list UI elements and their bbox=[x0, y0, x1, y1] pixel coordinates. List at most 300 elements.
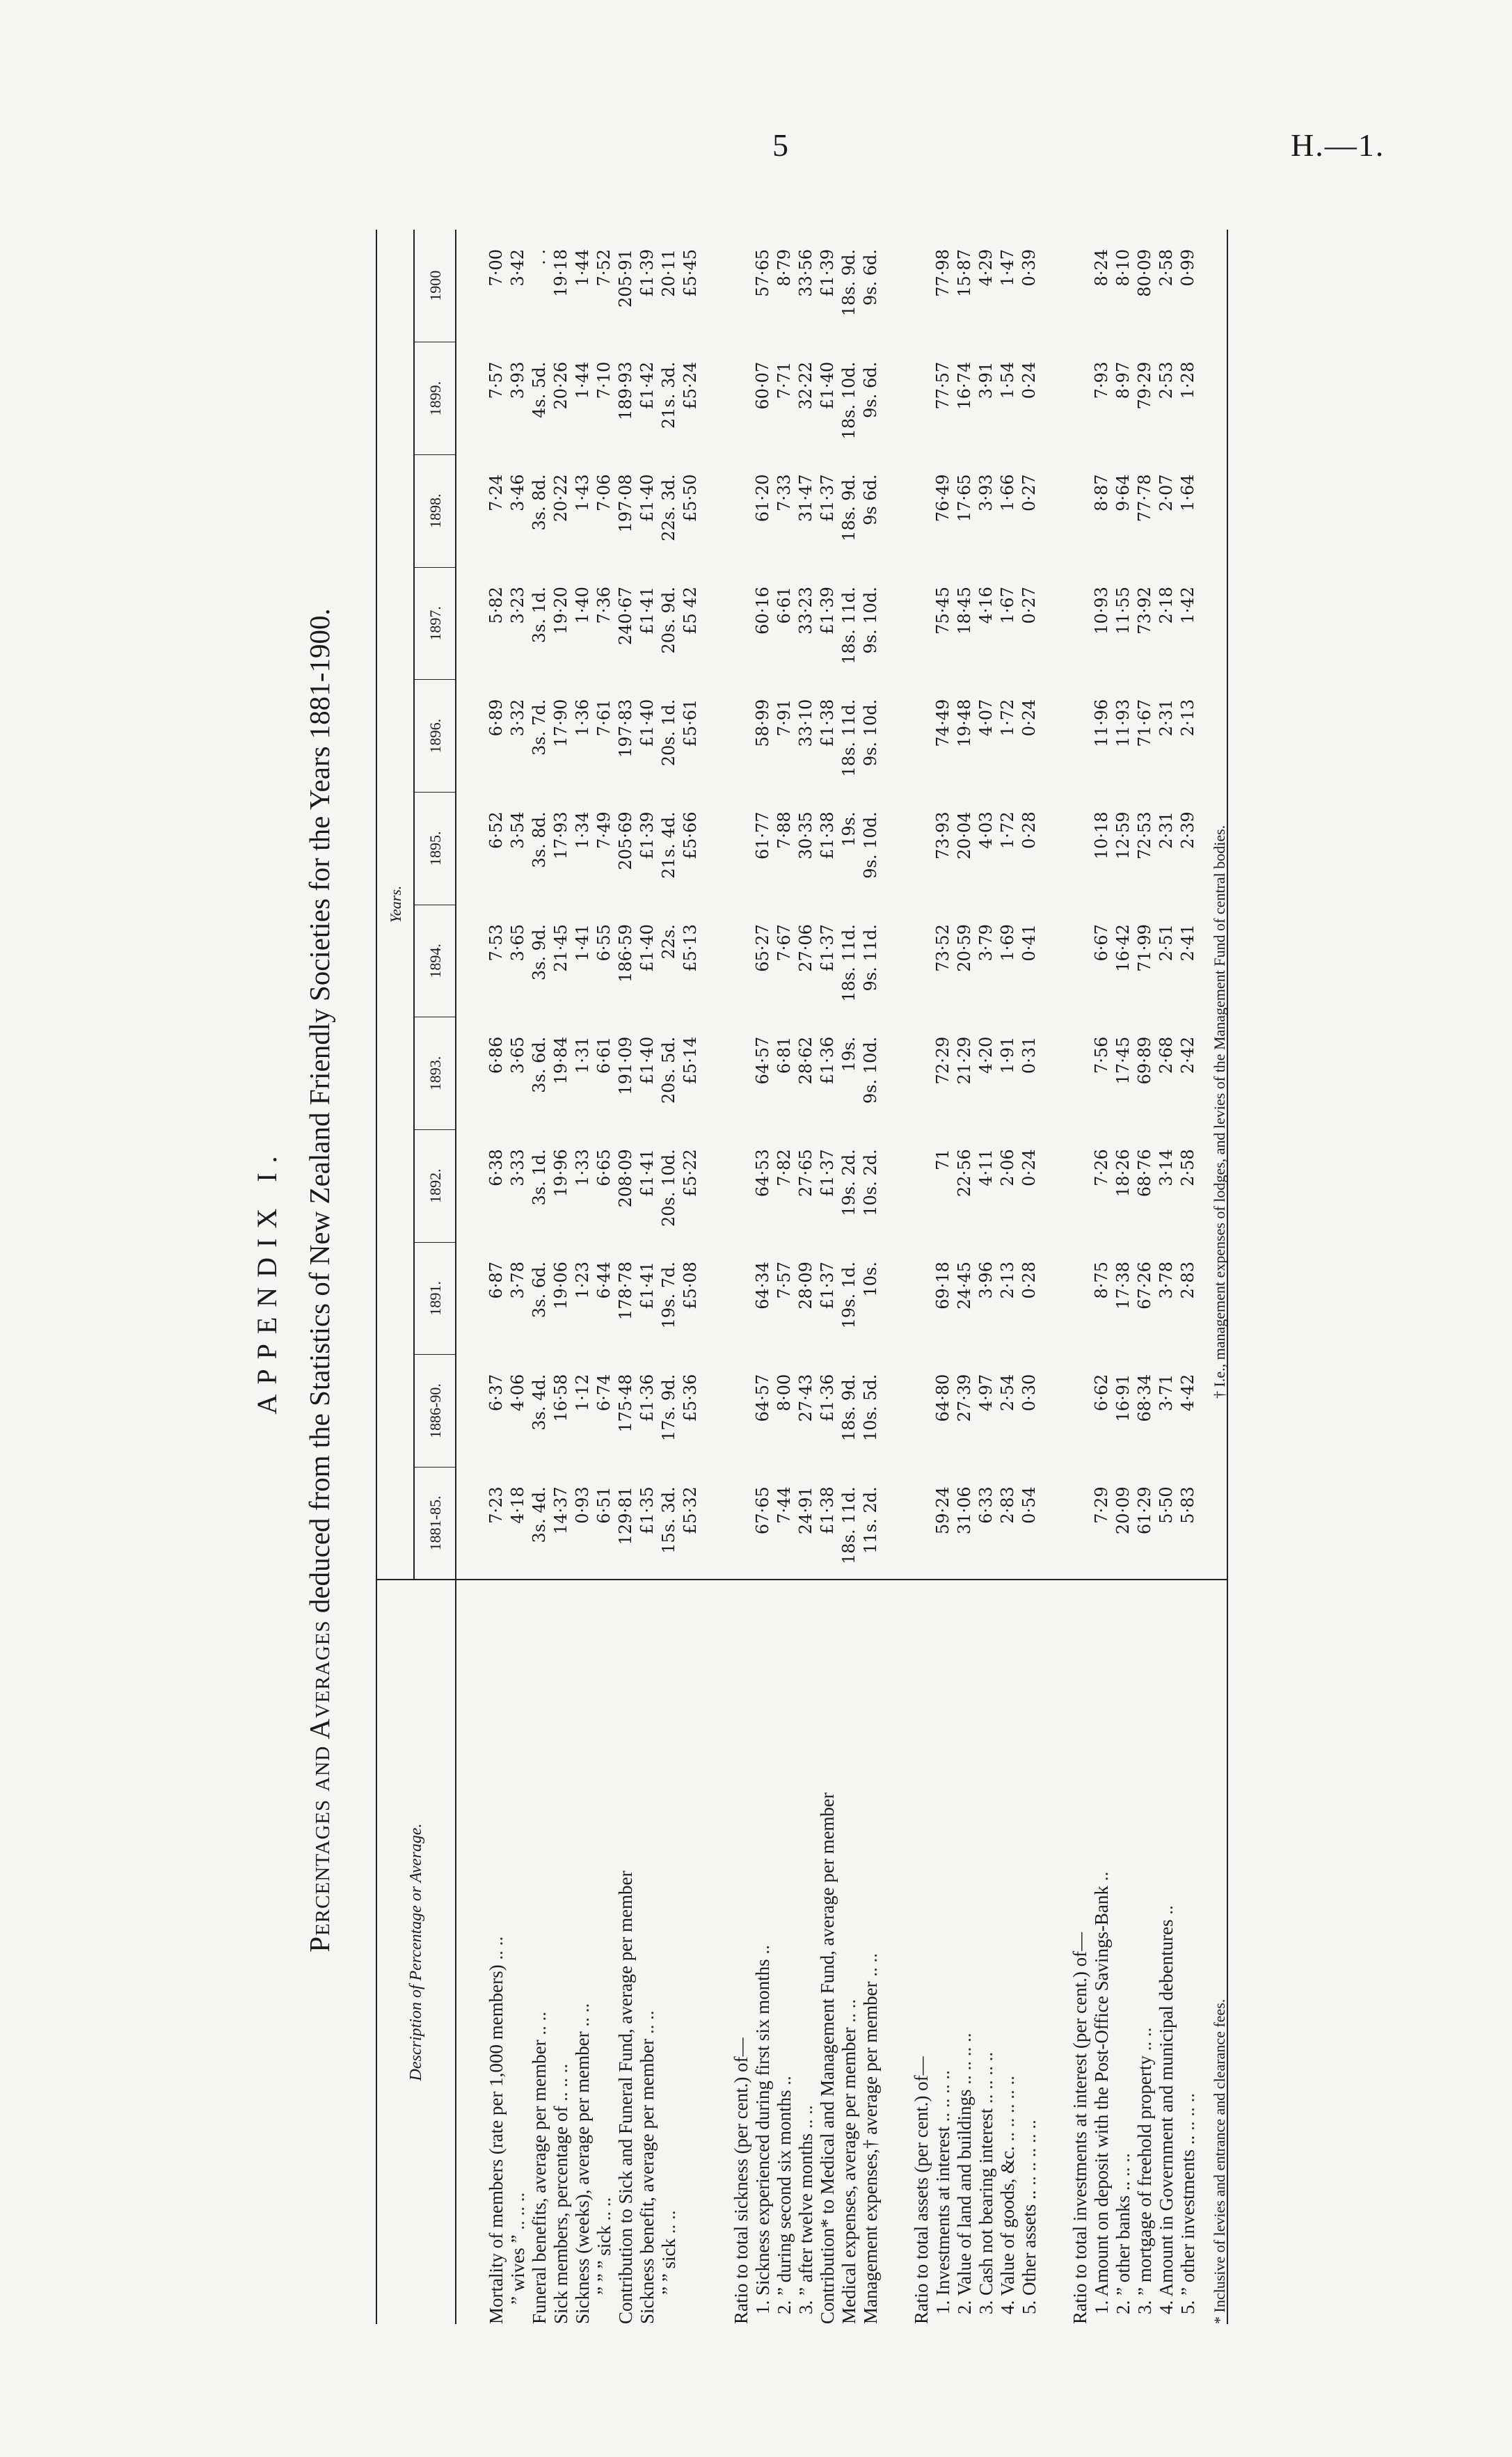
value-cell: 7·24 bbox=[486, 474, 506, 511]
row-label: 2. ” during second six months bbox=[774, 2090, 795, 2314]
spacer-cell bbox=[701, 680, 731, 793]
value-cell: 3s. 9d. bbox=[530, 924, 549, 981]
spacer-cell bbox=[1199, 567, 1227, 680]
value-cell: £1·38 bbox=[818, 699, 837, 747]
value-cell: 3·78 bbox=[1156, 1262, 1176, 1299]
row-label: Sickness benefit, average per member bbox=[637, 2038, 658, 2324]
value-cell: 2·13 bbox=[1178, 699, 1197, 737]
value-cell: 11·96 bbox=[1092, 699, 1111, 747]
value-cell: 61·77 bbox=[753, 811, 772, 860]
value-cell: 1·47 bbox=[998, 249, 1017, 287]
spacer-cell bbox=[701, 1017, 731, 1130]
value-cell: 1·67 bbox=[998, 587, 1017, 624]
row-label: 5. ” other investments .. bbox=[1177, 2135, 1198, 2314]
value-cell: 5·50 bbox=[1156, 1486, 1176, 1524]
value-cell: £5·50 bbox=[681, 474, 700, 523]
value-cell: 4·11 bbox=[976, 1149, 996, 1186]
spacer-cell bbox=[882, 1242, 911, 1355]
year-header-cell: 1886-90. bbox=[414, 1355, 456, 1468]
value-cell: 1·43 bbox=[573, 474, 592, 511]
value-cell: . . bbox=[530, 249, 549, 265]
value-cell: 0·24 bbox=[1019, 361, 1039, 399]
value-cell: £5·61 bbox=[681, 699, 700, 747]
value-cell: 7·36 bbox=[594, 587, 614, 624]
row-label: 2. ” other banks .. bbox=[1113, 2181, 1133, 2314]
value-cell: 129·81 bbox=[616, 1486, 635, 1545]
page-number: 5 bbox=[772, 127, 788, 163]
value-cell: 0·54 bbox=[1019, 1486, 1039, 1524]
spacer-cell bbox=[1040, 454, 1069, 567]
table-row bbox=[817, 230, 838, 2324]
row-label: Mortality of members (rate per 1,000 members) bbox=[486, 1964, 507, 2324]
value-cell: 22·56 bbox=[955, 1149, 974, 1198]
value-cell: 3s. 4d. bbox=[530, 1486, 549, 1543]
value-cell bbox=[911, 680, 932, 793]
value-cell: 2·39 bbox=[1178, 811, 1197, 849]
value-cell bbox=[731, 342, 752, 455]
row-description bbox=[507, 1580, 529, 2324]
spacer-cell bbox=[701, 230, 731, 342]
value-cell: 15·87 bbox=[955, 249, 974, 297]
value-cell: 79·29 bbox=[1135, 361, 1154, 410]
spacer-cell bbox=[882, 680, 911, 793]
value-cell: £1·35 bbox=[637, 1486, 657, 1535]
value-cell: 19s. bbox=[839, 1036, 859, 1072]
value-cell bbox=[1069, 905, 1091, 1017]
value-cell: 1·69 bbox=[998, 924, 1017, 962]
row-label: 4. Amount in Government and municipal debentures bbox=[1156, 1919, 1177, 2314]
value-cell: 8·00 bbox=[774, 1374, 794, 1412]
value-cell: £1·36 bbox=[637, 1374, 657, 1422]
value-cell: 6·89 bbox=[486, 699, 506, 737]
value-cell: 9s. 10d. bbox=[861, 1036, 880, 1104]
row-label: Funeral benefits, average per member bbox=[529, 2039, 550, 2324]
value-cell: 2·83 bbox=[998, 1486, 1017, 1524]
spacer-cell bbox=[456, 680, 486, 793]
leader-dots: .. .. bbox=[838, 1998, 859, 2028]
row-label: Sickness (weeks), average per member bbox=[572, 2031, 593, 2324]
leader-dots: .. .. bbox=[572, 2003, 593, 2032]
value-cell: £1·40 bbox=[637, 474, 657, 523]
spacer-cell bbox=[882, 230, 911, 342]
value-cell: £1·40 bbox=[637, 924, 657, 972]
value-cell: 3s. 7d. bbox=[530, 699, 549, 756]
value-cell: £1·37 bbox=[818, 474, 837, 523]
value-cell: 15s. 3d. bbox=[659, 1486, 678, 1554]
statistics-table bbox=[376, 230, 1228, 2324]
value-cell: 3·14 bbox=[1156, 1149, 1176, 1186]
value-cell: 11·93 bbox=[1113, 699, 1133, 747]
value-cell: 4·20 bbox=[976, 1036, 996, 1074]
year-header-cell: 1891. bbox=[414, 1242, 456, 1355]
value-cell: 9s. 10d. bbox=[861, 811, 880, 879]
value-cell: 9s. 11d. bbox=[861, 924, 880, 992]
value-cell: 69·89 bbox=[1135, 1036, 1154, 1085]
value-cell bbox=[1069, 1467, 1091, 1580]
table-row bbox=[997, 230, 1019, 2324]
value-cell: 6·61 bbox=[774, 587, 794, 624]
value-cell: 0·31 bbox=[1019, 1036, 1039, 1074]
value-cell: 18·45 bbox=[955, 587, 974, 635]
value-cell: 27·06 bbox=[796, 924, 815, 972]
spacer-cell bbox=[701, 792, 731, 905]
value-cell: 64·57 bbox=[753, 1374, 772, 1422]
value-cell: 28·09 bbox=[796, 1262, 815, 1310]
value-cell: 3·42 bbox=[508, 249, 527, 287]
spacer-cell bbox=[456, 1355, 486, 1468]
value-cell: 7·44 bbox=[774, 1486, 794, 1524]
table-row bbox=[572, 230, 594, 2324]
value-cell: 16·58 bbox=[551, 1374, 571, 1422]
row-description bbox=[752, 1580, 774, 2324]
leader-dots: .. .. .. .. .. bbox=[997, 2076, 1018, 2147]
value-cell: £5·32 bbox=[681, 1486, 700, 1535]
row-label: 4. Value of goods, &c. bbox=[997, 2146, 1018, 2314]
value-cell: 20·04 bbox=[955, 811, 974, 860]
value-cell: 0·27 bbox=[1019, 474, 1039, 511]
value-cell: £5·24 bbox=[681, 361, 700, 410]
value-cell: £5 42 bbox=[681, 587, 700, 635]
value-cell: 60·07 bbox=[753, 361, 772, 410]
leader-dots: .. .. bbox=[1134, 2027, 1155, 2056]
rotated-table-sheet bbox=[139, 188, 1322, 2373]
value-cell: 7·93 bbox=[1092, 361, 1111, 399]
group-spacer bbox=[701, 230, 731, 2324]
value-cell: 64·57 bbox=[753, 1036, 772, 1085]
table-title-rest: deduced from the Statistics of New Zealand Friendly Societies for the Years 1881-1900. bbox=[303, 608, 335, 1614]
value-cell: 18s. 11d. bbox=[839, 1486, 859, 1564]
table-row bbox=[795, 230, 817, 2324]
value-cell: £1·41 bbox=[637, 1262, 657, 1310]
value-cell bbox=[1069, 567, 1091, 680]
value-cell: 33·23 bbox=[796, 587, 815, 635]
value-cell: 64·80 bbox=[933, 1374, 953, 1422]
value-cell: 8·24 bbox=[1092, 249, 1111, 287]
value-cell bbox=[1069, 1355, 1091, 1468]
value-cell: £1·39 bbox=[637, 249, 657, 297]
value-cell: 28·62 bbox=[796, 1036, 815, 1085]
value-cell: 11s. 2d. bbox=[861, 1486, 880, 1554]
row-description bbox=[997, 1580, 1019, 2324]
value-cell: 33·56 bbox=[796, 249, 815, 297]
value-cell: 18s. 9d. bbox=[839, 249, 859, 317]
value-cell: 8·87 bbox=[1092, 474, 1111, 511]
value-cell: £1·38 bbox=[818, 811, 837, 860]
value-cell: 6·87 bbox=[486, 1262, 506, 1299]
value-cell: 3·93 bbox=[508, 361, 527, 399]
row-description bbox=[731, 1580, 752, 2324]
spacer-cell bbox=[1040, 1129, 1069, 1242]
table-row bbox=[774, 230, 795, 2324]
row-description bbox=[932, 1580, 954, 2324]
row-label: 3. ” after twelve months bbox=[795, 2133, 816, 2314]
value-cell: 7·57 bbox=[774, 1262, 794, 1299]
value-cell: £5·36 bbox=[681, 1374, 700, 1422]
value-cell: 0·99 bbox=[1178, 249, 1197, 287]
row-label: Contribution* to Medical and Management Fund, average per member bbox=[817, 1792, 838, 2324]
value-cell: 18s. 10d. bbox=[839, 361, 859, 440]
spacer-cell bbox=[882, 1129, 911, 1242]
value-cell: 71·67 bbox=[1135, 699, 1154, 747]
leader-dots: .. .. bbox=[486, 1936, 507, 1965]
value-cell: 20·26 bbox=[551, 361, 571, 410]
value-cell: 69·18 bbox=[933, 1262, 953, 1310]
value-cell: 1·42 bbox=[1178, 587, 1197, 624]
value-cell: 2·58 bbox=[1178, 1149, 1197, 1186]
value-cell: 73·93 bbox=[933, 811, 953, 860]
value-cell: £1·37 bbox=[818, 1149, 837, 1198]
value-cell: 205·69 bbox=[616, 811, 635, 870]
value-cell bbox=[1069, 1242, 1091, 1355]
value-cell: £1·37 bbox=[818, 924, 837, 972]
row-label: ” wives ” bbox=[507, 2234, 528, 2305]
leader-dots: .. .. .. .. bbox=[932, 2070, 953, 2127]
value-cell: 186·59 bbox=[616, 924, 635, 983]
value-cell: 6·37 bbox=[486, 1374, 506, 1412]
value-cell: 178·78 bbox=[616, 1262, 635, 1321]
spacer-cell bbox=[1040, 567, 1069, 680]
value-cell: 20·09 bbox=[1113, 1486, 1133, 1535]
value-cell: 6·61 bbox=[594, 1036, 614, 1074]
value-cell: 0·28 bbox=[1019, 811, 1039, 849]
value-cell: 4·06 bbox=[508, 1374, 527, 1412]
value-cell bbox=[1069, 230, 1091, 342]
value-cell: 22s. bbox=[659, 924, 678, 960]
row-label: Ratio to total assets (per cent.) of— bbox=[911, 2056, 932, 2324]
value-cell: 6·51 bbox=[594, 1486, 614, 1524]
group-spacer bbox=[456, 230, 486, 2324]
spacer-cell bbox=[456, 230, 486, 342]
value-cell bbox=[731, 454, 752, 567]
spacer-cell bbox=[701, 342, 731, 455]
table-row bbox=[932, 230, 954, 2324]
value-cell: £1·39 bbox=[818, 249, 837, 297]
value-cell: 22s. 3d. bbox=[659, 474, 678, 541]
value-cell: 2·53 bbox=[1156, 361, 1176, 399]
value-cell: 59·24 bbox=[933, 1486, 953, 1535]
row-label: 2. Value of land and buildings bbox=[954, 2089, 975, 2314]
row-description bbox=[1113, 1580, 1134, 2324]
value-cell bbox=[1069, 454, 1091, 567]
table-row bbox=[1177, 230, 1199, 2324]
value-cell: 4·18 bbox=[508, 1486, 527, 1524]
value-cell: 191·09 bbox=[616, 1036, 635, 1095]
row-description bbox=[572, 1580, 594, 2324]
value-cell: 7·49 bbox=[594, 811, 614, 849]
value-cell: 1·44 bbox=[573, 249, 592, 287]
spacer-cell bbox=[882, 1580, 911, 2324]
appendix-heading: APPENDIX I. bbox=[251, 1146, 282, 1415]
row-description bbox=[860, 1580, 882, 2324]
value-cell: 19s. 2d. bbox=[839, 1149, 859, 1216]
value-cell: £5·22 bbox=[681, 1149, 700, 1198]
spacer-cell bbox=[701, 1355, 731, 1468]
value-cell: 205·91 bbox=[616, 249, 635, 308]
value-cell: 3·79 bbox=[976, 924, 996, 962]
row-label: Contribution to Sick and Funeral Fund, average per member bbox=[615, 1870, 636, 2324]
value-cell: 4·07 bbox=[976, 699, 996, 737]
table-row bbox=[615, 230, 637, 2324]
row-label: 3. Cash not bearing interest bbox=[976, 2108, 996, 2314]
leader-dots: .. .. bbox=[860, 1953, 881, 1982]
row-label: 3. ” mortgage of freehold property bbox=[1134, 2056, 1155, 2314]
row-description bbox=[486, 1580, 507, 2324]
value-cell: £1·36 bbox=[818, 1374, 837, 1422]
value-cell bbox=[1069, 792, 1091, 905]
value-cell: 58·99 bbox=[753, 699, 772, 747]
value-cell: 21s. 3d. bbox=[659, 361, 678, 429]
value-cell: 8·79 bbox=[774, 249, 794, 287]
value-cell: 77·98 bbox=[933, 249, 953, 297]
value-cell: 6·65 bbox=[594, 1149, 614, 1186]
footnote-management: † I.e., management expenses of lodges, and levies of the Management Fund of central bodies. bbox=[1211, 825, 1228, 1399]
value-cell: 1·64 bbox=[1178, 474, 1197, 511]
value-cell: 17·93 bbox=[551, 811, 571, 860]
spacer-cell bbox=[456, 567, 486, 680]
leader-dots: .. bbox=[752, 1945, 773, 1959]
leader-dots: .. .. bbox=[795, 2105, 816, 2133]
value-cell bbox=[1069, 680, 1091, 793]
value-cell: 27·39 bbox=[955, 1374, 974, 1422]
value-cell: 3·96 bbox=[976, 1262, 996, 1299]
value-cell: 19s. 1d. bbox=[839, 1262, 859, 1329]
row-label: 1. Investments at interest bbox=[932, 2126, 953, 2314]
value-cell: 1·23 bbox=[573, 1262, 592, 1299]
spacer-cell bbox=[1199, 454, 1227, 567]
group-spacer bbox=[1040, 230, 1069, 2324]
value-cell: 16·42 bbox=[1113, 924, 1133, 972]
value-cell: 0·28 bbox=[1019, 1262, 1039, 1299]
year-header-cell: 1892. bbox=[414, 1129, 456, 1242]
spacer-cell bbox=[456, 792, 486, 905]
value-cell: 1·40 bbox=[573, 587, 592, 624]
value-cell: £1·40 bbox=[637, 699, 657, 747]
table-title-smallcaps: Percentages and Averages bbox=[303, 1620, 335, 1953]
row-description bbox=[658, 1580, 680, 2324]
row-description bbox=[1177, 1580, 1199, 2324]
value-cell: 2·68 bbox=[1156, 1036, 1176, 1074]
row-label: Ratio to total sickness (per cent.) of— bbox=[731, 2037, 751, 2324]
year-header-cell: 1899. bbox=[414, 342, 456, 455]
value-cell: 1·41 bbox=[573, 924, 592, 962]
value-cell bbox=[911, 454, 932, 567]
value-cell bbox=[911, 905, 932, 1017]
value-cell: 3s. 6d. bbox=[530, 1036, 549, 1093]
leader-dots: .. .. .. .. bbox=[976, 2051, 996, 2108]
value-cell: 5·83 bbox=[1178, 1486, 1197, 1524]
value-cell: 18·26 bbox=[1113, 1149, 1133, 1198]
value-cell: 1·34 bbox=[573, 811, 592, 849]
value-cell: 67·65 bbox=[753, 1486, 772, 1535]
value-cell: 2·41 bbox=[1178, 924, 1197, 962]
year-header-cell: 1897. bbox=[414, 567, 456, 680]
value-cell: 189·93 bbox=[616, 361, 635, 420]
table-row bbox=[1091, 230, 1113, 2324]
spacer-cell bbox=[882, 342, 911, 455]
spacer-cell bbox=[1199, 1467, 1227, 1580]
spacer-cell bbox=[701, 1242, 731, 1355]
value-cell: 0·41 bbox=[1019, 924, 1039, 962]
value-cell bbox=[731, 1355, 752, 1468]
value-cell bbox=[731, 1129, 752, 1242]
value-cell: 24·91 bbox=[796, 1486, 815, 1535]
value-cell: 7·06 bbox=[594, 474, 614, 511]
value-cell: 0·93 bbox=[573, 1486, 592, 1524]
value-cell: 19s. 7d. bbox=[659, 1262, 678, 1329]
value-cell: 21·29 bbox=[955, 1036, 974, 1085]
value-cell bbox=[911, 1355, 932, 1468]
value-cell: 18s. 11d. bbox=[839, 924, 859, 1002]
value-cell: 18s. 9d. bbox=[839, 1374, 859, 1442]
value-cell bbox=[731, 905, 752, 1017]
spacer-cell bbox=[456, 905, 486, 1017]
spacer-cell bbox=[456, 1242, 486, 1355]
value-cell: £1·39 bbox=[818, 587, 837, 635]
spacer-cell bbox=[1199, 230, 1227, 342]
value-cell: 64·53 bbox=[753, 1149, 772, 1198]
value-cell: 20s. 9d. bbox=[659, 587, 678, 654]
value-cell: £5·08 bbox=[681, 1262, 700, 1310]
value-cell: 2·31 bbox=[1156, 811, 1176, 849]
value-cell: 18s. 11d. bbox=[839, 587, 859, 665]
value-cell: 1·36 bbox=[573, 699, 592, 737]
row-label: 1. Sickness experienced during first six months bbox=[752, 1959, 773, 2314]
value-cell bbox=[1069, 1017, 1091, 1130]
value-cell: 7·23 bbox=[486, 1486, 506, 1524]
year-header-cell: 1881-85. bbox=[414, 1467, 456, 1580]
value-cell: 1·72 bbox=[998, 699, 1017, 737]
value-cell: 4·03 bbox=[976, 811, 996, 849]
value-cell: 7·00 bbox=[486, 249, 506, 287]
value-cell: 12·59 bbox=[1113, 811, 1133, 860]
value-cell: 9s 6d. bbox=[861, 474, 880, 525]
value-cell: 0·30 bbox=[1019, 1374, 1039, 1412]
value-cell: 31·47 bbox=[796, 474, 815, 523]
spacer-cell bbox=[701, 905, 731, 1017]
value-cell: 1·28 bbox=[1178, 361, 1197, 399]
value-cell: 8·97 bbox=[1113, 361, 1133, 399]
value-cell: £1·41 bbox=[637, 587, 657, 635]
value-cell: 3·32 bbox=[508, 699, 527, 737]
value-cell: £1·42 bbox=[637, 361, 657, 410]
value-cell: 3·78 bbox=[508, 1262, 527, 1299]
value-cell bbox=[911, 1017, 932, 1130]
value-cell: 7·91 bbox=[774, 699, 794, 737]
value-cell: 7·52 bbox=[594, 249, 614, 287]
value-cell: 24·45 bbox=[955, 1262, 974, 1310]
row-label: 1. Amount on deposit with the Post-Office Savings-Bank bbox=[1091, 1886, 1112, 2314]
value-cell: 57·65 bbox=[753, 249, 772, 297]
value-cell: 20·22 bbox=[551, 474, 571, 523]
value-cell: 21s. 4d. bbox=[659, 811, 678, 879]
spacer-cell bbox=[882, 905, 911, 1017]
year-header-cell: 1896. bbox=[414, 680, 456, 793]
value-cell: £1·37 bbox=[818, 1262, 837, 1310]
value-cell: 68·76 bbox=[1135, 1149, 1154, 1198]
value-cell: 7·82 bbox=[774, 1149, 794, 1186]
value-cell: 7·56 bbox=[1092, 1036, 1111, 1074]
value-cell: 2·31 bbox=[1156, 699, 1176, 737]
leader-dots: .. .. bbox=[637, 2010, 658, 2039]
value-cell: 14·37 bbox=[551, 1486, 571, 1535]
leader-dots: .. .. bbox=[1113, 2153, 1133, 2181]
value-cell: 0·39 bbox=[1019, 249, 1039, 287]
value-cell: 21·45 bbox=[551, 924, 571, 972]
value-cell: 65·27 bbox=[753, 924, 772, 972]
value-cell: 4·16 bbox=[976, 587, 996, 624]
leader-dots: .. bbox=[1156, 1905, 1177, 1920]
value-cell: 72·53 bbox=[1135, 811, 1154, 860]
